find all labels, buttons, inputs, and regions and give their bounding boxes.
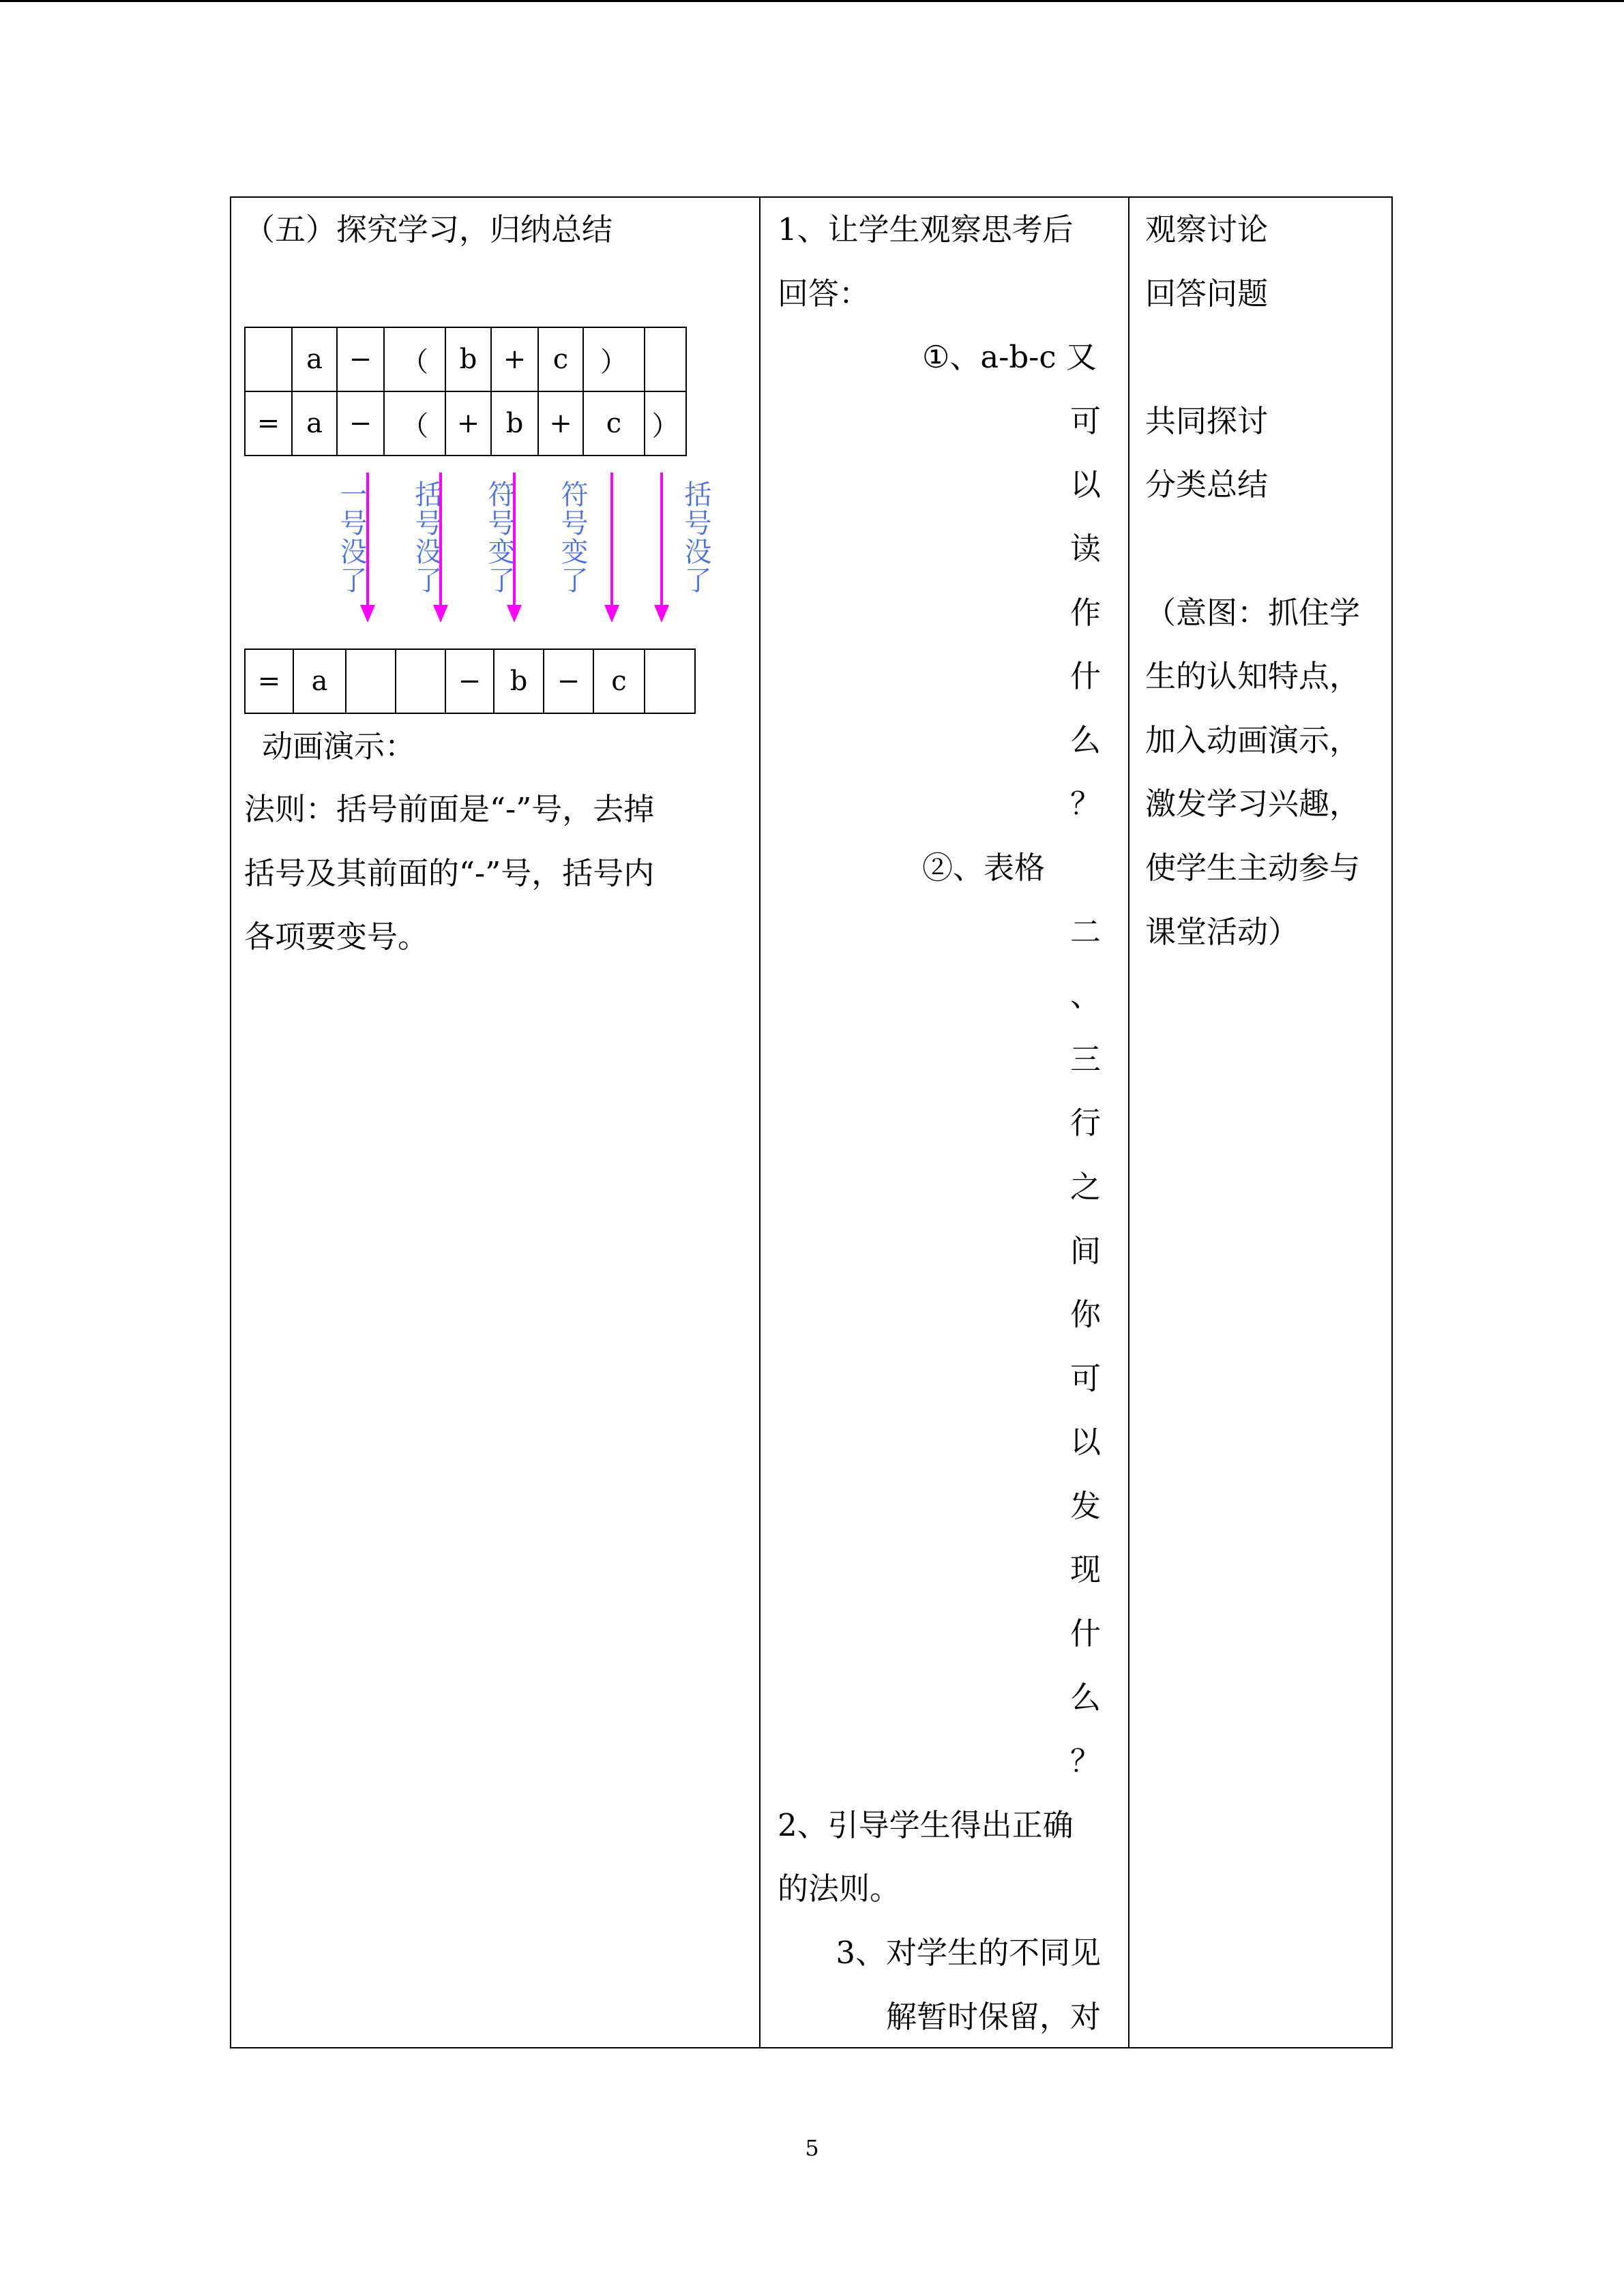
text-line: 什 — [1069, 658, 1101, 695]
down-arrow-icon — [433, 473, 448, 623]
text-line: 2、引导学生得出正确 — [778, 1806, 1074, 1843]
grid-row — [245, 327, 686, 391]
text-line: 读 — [1069, 530, 1101, 567]
text-line: 么 — [1069, 1679, 1101, 1716]
grid-cell: c — [593, 649, 645, 713]
rule-line: 法则：括号前面是“-”号，去掉 — [244, 791, 655, 827]
grid-cell: − — [337, 327, 384, 391]
arrows-group — [341, 464, 696, 634]
down-arrow-icon — [654, 473, 669, 623]
grid-cell: c — [583, 391, 645, 456]
text-line: 可 — [1069, 1360, 1101, 1397]
rule-line: 各项要变号。 — [244, 919, 429, 955]
top-rule — [0, 0, 1624, 2]
text-line: 以 — [1069, 466, 1101, 503]
text-line: 分类总结 — [1145, 466, 1269, 503]
grid-cell — [346, 649, 396, 713]
text-line: 么 — [1069, 721, 1101, 758]
arrow-label: 括号没了 — [680, 480, 711, 595]
arrow-label: 括号没了 — [411, 480, 442, 595]
text-line: 发 — [1069, 1487, 1101, 1524]
grid-cell: + — [491, 327, 538, 391]
grid-row — [245, 391, 686, 456]
expression-grid-before — [244, 327, 687, 456]
text-line: 、 — [1069, 977, 1101, 1014]
text-line: 3、对学生的不同见 — [836, 1935, 1101, 1971]
grid-cell: b — [494, 649, 544, 713]
text-line: ①、a-b-c 又 — [922, 339, 1097, 376]
arrow-label: 符号变了 — [484, 480, 515, 595]
grid-cell: c — [538, 327, 583, 391]
grid-cell: （ — [384, 391, 445, 456]
text-line: 加入动画演示， — [1145, 722, 1361, 758]
down-arrow-icon — [604, 473, 619, 623]
text-line: 生的认知特点， — [1145, 658, 1361, 694]
text-line: 回答问题 — [1145, 275, 1269, 312]
text-line: 什 — [1069, 1615, 1101, 1652]
grid-row — [245, 649, 695, 713]
teacher-activity-column — [760, 198, 1129, 2048]
grid-cell — [645, 327, 686, 391]
text-line: ②、表格 — [922, 849, 1046, 886]
grid-cell: ） — [645, 391, 686, 456]
grid-cell: ） — [583, 327, 645, 391]
text-line: 你 — [1069, 1296, 1101, 1333]
arrow-label: 一号没了 — [336, 480, 367, 595]
rule-line: 括号及其前面的“-”号，括号内 — [244, 855, 655, 891]
text-line: 激发学习兴趣， — [1145, 786, 1361, 822]
text-line: 现 — [1069, 1551, 1101, 1588]
text-line: 作 — [1069, 594, 1101, 631]
grid-cell — [396, 649, 445, 713]
grid-cell: a — [293, 649, 346, 713]
text-line: （意图：抓住学 — [1145, 595, 1361, 631]
grid-cell: a — [292, 327, 337, 391]
grid-cell: b — [491, 391, 538, 456]
grid-cell: − — [337, 391, 384, 456]
grid-cell: − — [445, 649, 494, 713]
section-heading: （五）探究学习，归纳总结 — [244, 211, 613, 248]
grid-cell: = — [245, 649, 293, 713]
grid-cell: − — [544, 649, 593, 713]
text-line: ？ — [1069, 786, 1101, 822]
grid-cell: = — [245, 391, 292, 456]
grid-cell: + — [445, 391, 491, 456]
text-line: 解暂时保留，对 — [885, 1998, 1101, 2035]
text-line: 回答： — [778, 275, 870, 312]
text-line: 1、让学生观察思考后 — [778, 211, 1074, 248]
grid-cell: b — [445, 327, 491, 391]
text-line: 行 — [1069, 1105, 1101, 1142]
text-line: 可 — [1069, 402, 1101, 439]
text-line: 观察讨论 — [1145, 211, 1269, 248]
text-line: 间 — [1069, 1232, 1101, 1269]
text-line: 的法则。 — [778, 1870, 901, 1907]
grid-cell: + — [538, 391, 583, 456]
grid-cell: a — [292, 391, 337, 456]
grid-cell — [645, 649, 695, 713]
page-number: 5 — [805, 2135, 819, 2161]
expression-grid-after — [244, 648, 696, 714]
down-arrow-icon — [360, 473, 375, 623]
down-arrow-icon — [507, 473, 522, 623]
text-line: 二 — [1069, 913, 1101, 950]
text-line: 课堂活动） — [1145, 914, 1299, 950]
text-line: 共同探讨 — [1145, 403, 1269, 439]
text-line: 之 — [1069, 1168, 1101, 1205]
grid-cell: （ — [384, 327, 445, 391]
arrow-label: 符号变了 — [557, 480, 588, 595]
text-line: ？ — [1069, 1743, 1101, 1780]
animation-label: 动画演示： — [262, 728, 416, 764]
grid-cell — [245, 327, 292, 391]
text-line: 三 — [1069, 1041, 1101, 1077]
text-line: 使学生主动参与 — [1145, 850, 1361, 886]
text-line: 以 — [1069, 1424, 1101, 1461]
